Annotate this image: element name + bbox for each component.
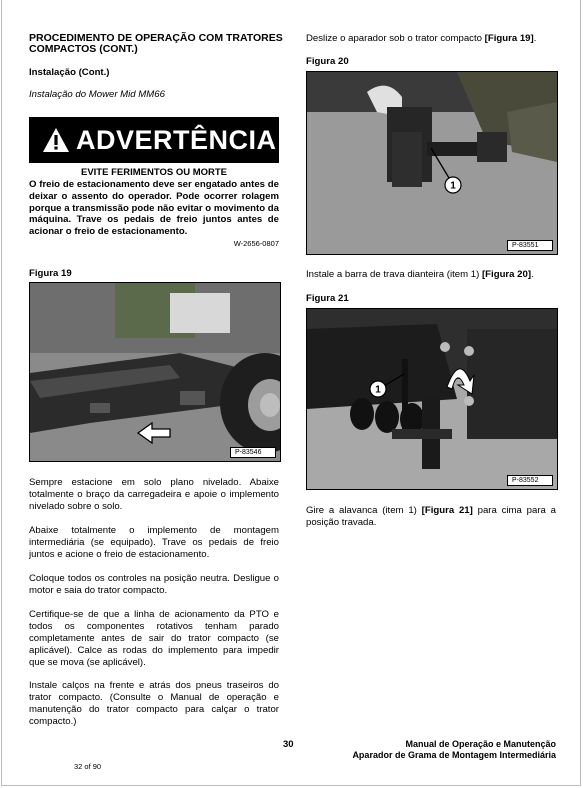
- manual-title-line2: Aparador de Grama de Montagem Intermediária: [352, 750, 556, 760]
- figure21-title: Figura 21: [306, 293, 349, 304]
- figure20-callout: 1: [450, 180, 456, 192]
- paragraph-2: Abaixe totalmente o implemento de montagem intermediária (se equipado). Trave os pedais de freio juntos e acione o freio de estacionamento.: [29, 525, 279, 560]
- install-instruction-end: .: [531, 269, 534, 280]
- warning-text: O freio de estacionamento deve ser engatado antes de deixar o assento do operador. Pode ocorrer rolagem porque a transmissão pode não evitar o movimento da máquina. Trave os pedais de freio juntos antes de acionar o freio de estacionamento.: [29, 179, 279, 238]
- manual-title-line1: Manual de Operação e Manutenção: [405, 739, 556, 749]
- install-instruction-text: Instale a barra de trava dianteira (item 1): [306, 269, 482, 280]
- figure19-photo: [29, 282, 281, 462]
- figure21-code: P-83552: [507, 475, 553, 486]
- slide-instruction: [306, 33, 556, 45]
- figure21-photo: [306, 308, 558, 490]
- section-title-line1: PROCEDIMENTO DE OPERAÇÃO COM TRATORES: [29, 32, 283, 44]
- section-title: [29, 33, 289, 55]
- section-title-line2: COMPACTOS (CONT.): [29, 43, 138, 55]
- manual-title: [330, 739, 556, 761]
- warning-heading: EVITE FERIMENTOS OU MORTE: [80, 167, 228, 178]
- figure21-callout: 1: [375, 384, 381, 396]
- figure20-title: Figura 20: [306, 56, 349, 67]
- warning-triangle-icon: [42, 127, 70, 153]
- subsection-title: Instalação (Cont.): [29, 67, 110, 78]
- pdf-page-counter: 32 of 90: [74, 762, 102, 771]
- lever-instruction-text: Gire a alavanca (item 1): [306, 505, 422, 516]
- warning-banner: [29, 117, 279, 163]
- slide-instruction-end: .: [533, 33, 537, 44]
- figure19-title: Figura 19: [29, 268, 72, 279]
- warning-label: ADVERTÊNCIA: [76, 125, 277, 155]
- paragraph-4: Certifique-se de que a linha de acionamento da PTO e todos os componentes rotativos tenham parado completamente antes de sair do trator compacto (se aplicável). Calce as rodas do implemento para impedir que se mova (se aplicável).: [29, 609, 279, 668]
- install-instruction-ref: [Figura 20]: [481, 269, 532, 280]
- lever-instruction-ref: [Figura 21]: [421, 505, 473, 516]
- paragraph-5: Instale calços na frente e atrás dos pneus traseiros do trator compacto. (Consulte o Manual de operação e manutenção do trator compacto para calçar o trator compacto.): [29, 680, 279, 727]
- figure20-photo: [306, 71, 558, 255]
- figure19-code: P-83546: [230, 447, 276, 458]
- install-instruction: [306, 269, 556, 281]
- tractor-mower-illustration: [30, 283, 280, 461]
- page-number: 30: [283, 739, 294, 750]
- lever-instruction-end: para cima para a posição travada.: [306, 505, 556, 528]
- lever-instruction: [306, 505, 556, 529]
- slide-instruction-text: Deslize o aparador sob o trator compacto: [306, 33, 485, 44]
- front-lock-bar-illustration: [307, 72, 557, 254]
- lock-lever-illustration: [307, 309, 557, 489]
- warning-code: W-2656-0807: [233, 239, 279, 248]
- paragraph-1: Sempre estacione em solo plano nivelado. Abaixe totalmente o braço da carregadeira e apoie o implemento nivelado sobre o solo.: [29, 477, 279, 512]
- figure20-code: P-83551: [507, 240, 553, 251]
- subsubsection-title: Instalação do Mower Mid MM66: [29, 89, 165, 100]
- slide-instruction-ref: [Figura 19]: [484, 33, 534, 44]
- paragraph-3: Coloque todos os controles na posição neutra. Desligue o motor e saia do trator compacto.: [29, 573, 279, 596]
